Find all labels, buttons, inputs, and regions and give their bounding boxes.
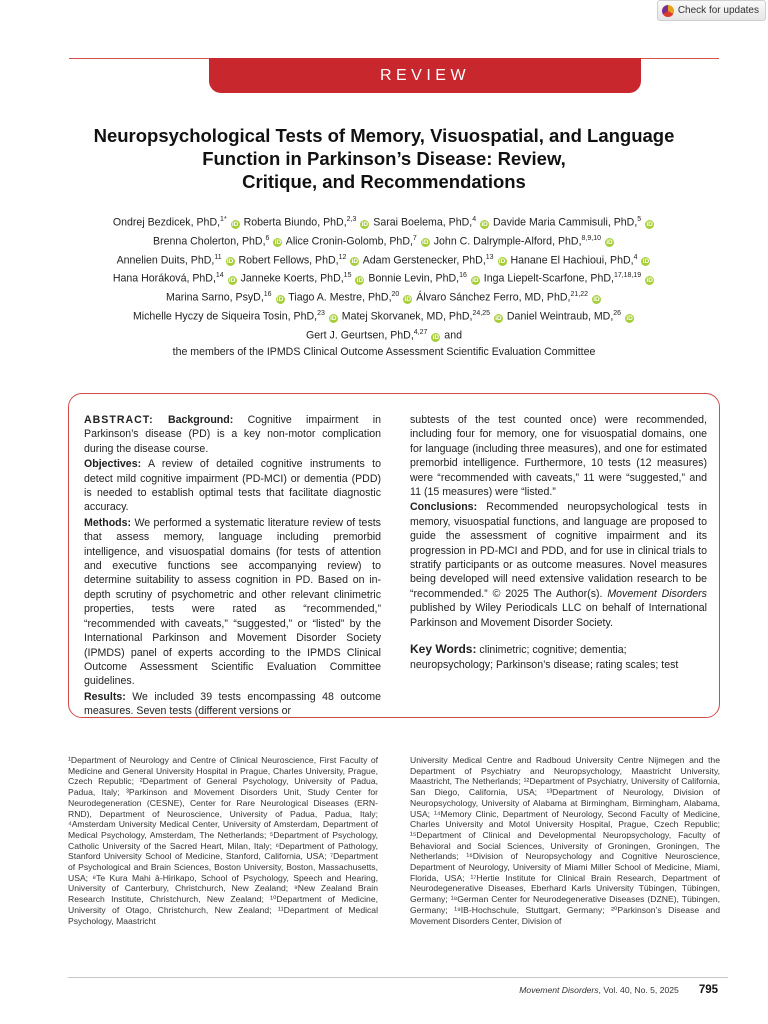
orcid-icon[interactable]: iD <box>646 277 653 285</box>
author-name: Adam Gerstenecker, PhD, <box>362 254 486 267</box>
orcid-icon[interactable]: iD <box>274 239 282 247</box>
author-name: Gert J. Geurtsen, PhD, <box>306 329 414 342</box>
author-line <box>60 325 708 344</box>
abstract-results-continued <box>410 413 707 499</box>
orcid-icon[interactable]: iD <box>404 295 412 303</box>
abstract-left-column <box>84 413 381 720</box>
affiliation-superscript: 12 <box>338 253 347 261</box>
author-name: Janneke Koerts, PhD, <box>240 273 344 286</box>
background-text: Cognitive impairment in Parkinson’s disease (PD) is a key non-motor complication during the disease course. <box>84 414 381 455</box>
author-name: Annelien Duits, PhD, <box>116 254 215 267</box>
orcid-icon[interactable]: iD <box>226 258 234 266</box>
author-line <box>60 268 708 287</box>
orcid-icon[interactable]: iD <box>356 277 364 285</box>
author-name: John C. Dalrymple-Alford, PhD, <box>433 235 582 248</box>
methods-text: We performed a systematic literature review of tests that assess memory, language including premorbid intelligence, and visuospatial domains (for tests of attention and executive functions see accompanying review) to determine suitability to assess cognition in PD. Based on in-depth scrutiny of psychometric and other relevant clinimetric properties, tests were rated as “recommended,” “recommended with caveats,” “suggested,” or “listed” by the International Parkinson and Movement Disorder Society (IPMDS) panel of experts according to the IPMDS Clinical Outcome Assessment Scientific Evaluation Committee guidelines. <box>84 516 381 688</box>
orcid-icon[interactable]: iD <box>361 220 369 228</box>
author-name: Tiago A. Mestre, PhD, <box>288 291 392 304</box>
title-line: Neuropsychological Tests of Memory, Visuospatial, and Language <box>93 125 675 146</box>
orcid-icon[interactable]: iD <box>481 220 488 228</box>
affiliation-superscript: 6 <box>265 234 270 242</box>
author-line <box>60 306 708 325</box>
footer-volume: , Vol. 40, No. 5, 2025 <box>598 985 679 995</box>
keywords-text: clinimetric; cognitive; dementia; neuropsychology; Parkinson’s disease; rating scales; test <box>410 644 679 671</box>
affiliation-superscript: 23 <box>317 310 325 318</box>
abstract-background <box>84 413 381 456</box>
author-name: Daniel Weintraub, MD, <box>506 310 614 323</box>
footer-rule <box>68 977 728 978</box>
author-line <box>60 287 708 306</box>
affiliation-superscript: 2,3 <box>346 216 357 223</box>
affiliations-left-column: ¹Department of Neurology and Centre of Clinical Neuroscience, First Faculty of Medicine and General University Hospital in Prague, Charles University, Prague, Czech Republic; ²Department of General Psychology, University of Padua, Padua, Italy; ³Parkinson and Movement Disorders Unit, Study Center for Neurodegeneration (CESNE), Center for Rare Neurological Diseases (ERN-RND), Department of Neuroscience, University of Padua, Padua, Italy; ⁴Amsterdam University Medical Center, University of Amsterdam, Department of Medical Psychology, Amsterdam, The Netherlands; ⁵Department of Psychology, Catholic University of the Sacred Heart, Milan, Italy; ⁶Department of Pathology, Stanford University School of Medicine, Stanford, California, USA; ⁷Department of Psychological and Brain Sciences, Boston University, Boston, Massachusetts, USA; ⁸Te Kura Mahi ā-Hirikapo, School of Psychology, Speech and Hearing, University of Canterbury, Christchurch, New Zealand; ⁹New Zealand Brain Research Institute, Christchurch, New Zealand; ¹⁰Department of Medicine, University of Otago, Christchurch, New Zealand; ¹¹Department of Medical Psychology, Maastricht <box>68 755 378 926</box>
background-heading: Background: <box>167 414 234 426</box>
author-name: Michelle Hyczy de Siqueira Tosin, PhD, <box>132 310 318 323</box>
keywords-heading: Key Words: <box>410 642 477 657</box>
orcid-icon[interactable]: iD <box>422 239 429 247</box>
affiliation-superscript: 1* <box>220 216 227 223</box>
author-name: Hana Horáková, PhD, <box>112 273 216 286</box>
results-text-continued: subtests of the test counted once) were recommended, including four for memory, one for visuospatial domains, one for language (including three measures), and one for estimated premorbid intelligence. Furthermore, 10 tests (12 measures) were “recommended with caveats,” 11 were “suggested,” and 11 (15 measures) were “listed.” <box>410 414 707 499</box>
orcid-icon[interactable]: iD <box>351 258 359 266</box>
author-name: Bonnie Levin, PhD, <box>368 273 460 286</box>
author-name: Álvaro Sánchez Ferro, MD, PhD, <box>416 291 571 304</box>
affiliation-superscript: 11 <box>214 253 222 261</box>
conclusions-heading: Conclusions: <box>410 501 478 514</box>
affiliation-superscript: 17,18,19 <box>613 272 642 280</box>
abstract-right-column <box>410 413 707 673</box>
orcid-icon[interactable]: iD <box>330 314 337 322</box>
conclusions-journal: Movement Disorders <box>607 587 707 600</box>
title-line: Function in Parkinson’s Disease: Review, <box>202 148 566 169</box>
affiliation-superscript: 8,9,10 <box>581 234 601 242</box>
title-line: Critique, and Recommendations <box>242 171 526 192</box>
affiliation-superscript: 15 <box>343 272 352 280</box>
check-updates-label: Check for updates <box>677 5 759 16</box>
author-name: Davide Maria Cammisuli, PhD, <box>493 216 638 229</box>
affiliations-right-column: University Medical Centre and Radboud University Centre Nijmegen and the Department of Psychiatry and Neuropsychology, Maastricht University, Maastricht, The Netherlands; ¹²Department of Psychiatry, University of California, San Diego, California, USA; ¹³Department of Neurology, Division of Neuropsychology, University of Alabama at Birmingham, Birmingham, Alabama, USA; ¹⁴Memory Clinic, Department of Neurology, Second Faculty of Medicine, Charles University and Motol University Hospital, Prague, Czech Republic; ¹⁵Department of Clinical and Developmental Neuropsychology, Faculty of Behavioral and Social Sciences, University of Groningen, Groningen, The Netherlands; ¹⁶Division of Neuropsychology and Cognitive Neuroscience, Department of Neurology, University of Miami Miller School of Medicine, Miami, Florida, USA; ¹⁷Hertie Institute for Clinical Brain Research, Department of Neurodegenerative Diseases, Eberhard Karls University Tübingen, Tübingen, Germany; ¹⁸German Center for Neurodegenerative Diseases (DZNE), Tübingen, Germany; ¹⁹IB-Hochschule, Stuttgart, Germany; ²⁰Parkinson’s Disease and Movement Disorders Center, Division of <box>410 755 720 926</box>
results-heading: Results: <box>84 690 126 703</box>
affiliation-superscript: 5 <box>637 216 642 223</box>
conclusions-tail: published by Wiley Periodicals LLC on behalf of International Parkinson and Movement Disorder Society. <box>410 602 707 629</box>
conclusions-text: Recommended neuropsychological tests in memory, visuospatial functions, and language are proposed to guide the assessment of cognitive impairment and its progression in PD-MCI and PDD, and for use in clinical trials to stratify participants or as outcome measures. Novel measures being developed will need extensive validation research to be “recommended.” © 2025 The Author(s). <box>410 501 707 600</box>
orcid-icon[interactable]: iD <box>432 333 440 341</box>
affiliation-superscript: 13 <box>485 253 494 261</box>
page-footer <box>519 984 718 996</box>
article-type-label: REVIEW <box>379 66 471 84</box>
author-name: Matej Skorvanek, MD, PhD, <box>341 310 473 323</box>
author-name: Marina Sarno, PsyD, <box>166 291 264 304</box>
affiliation-superscript: 20 <box>391 291 400 299</box>
orcid-icon[interactable]: iD <box>593 295 600 303</box>
orcid-icon[interactable]: iD <box>276 295 284 303</box>
author-line <box>60 212 708 231</box>
abstract-label: ABSTRACT: <box>84 414 154 426</box>
orcid-icon[interactable]: iD <box>495 314 502 322</box>
check-for-updates-button[interactable] <box>657 0 766 21</box>
footer-journal: Movement Disorders <box>519 985 599 995</box>
results-text: We included 39 tests encompassing 48 outcome measures. Seven tests (different versions or <box>84 690 381 718</box>
footer-citation <box>519 985 679 995</box>
author-group-line: the members of the IPMDS Clinical Outcome Assessment Scientific Evaluation Committee <box>172 345 596 358</box>
author-name: Hanane El Hachioui, PhD, <box>510 254 634 267</box>
article-title <box>80 124 688 193</box>
check-updates-icon <box>662 5 674 17</box>
author-name: and <box>444 329 462 342</box>
affiliation-superscript: 21,22 <box>570 291 589 299</box>
affiliation-superscript: 16 <box>459 272 467 280</box>
abstract-methods <box>84 516 381 689</box>
affiliation-superscript: 24,25 <box>472 310 490 318</box>
methods-heading: Methods: <box>84 516 132 529</box>
affiliation-superscript: 16 <box>263 291 272 299</box>
abstract-objectives <box>84 457 381 515</box>
author-name: Alice Cronin-Golomb, PhD, <box>285 235 413 248</box>
author-name: Sarai Boelema, PhD, <box>373 216 473 229</box>
affiliation-superscript: 26 <box>613 310 622 318</box>
orcid-icon[interactable]: iD <box>626 314 633 322</box>
abstract-conclusions <box>410 500 707 630</box>
article-type-banner <box>209 58 641 93</box>
affiliation-superscript: 14 <box>215 272 224 280</box>
affiliation-superscript: 4 <box>633 253 638 261</box>
orcid-icon[interactable]: iD <box>472 277 479 285</box>
orcid-icon[interactable]: iD <box>606 239 613 247</box>
orcid-icon[interactable]: iD <box>228 277 236 285</box>
affiliation-superscript: 7 <box>412 234 417 242</box>
author-name: Robert Fellows, PhD, <box>238 254 339 267</box>
author-name: Brenna Cholerton, PhD, <box>153 235 266 248</box>
author-name: Roberta Biundo, PhD, <box>243 216 347 229</box>
affiliation-superscript: 4,27 <box>413 328 428 336</box>
author-line <box>60 231 708 250</box>
objectives-text: A review of detailed cognitive instruments to detect mild cognitive impairment (PD-MCI) or dementia (PDD) is needed to establish optimal tests that facilitate diagnostic accuracy. <box>84 458 382 514</box>
page-number: 795 <box>698 984 718 996</box>
orcid-icon[interactable]: iD <box>498 258 506 266</box>
orcid-icon[interactable]: iD <box>646 220 653 228</box>
author-line <box>60 250 708 269</box>
keywords <box>410 642 707 672</box>
affiliation-superscript: 4 <box>472 216 477 223</box>
author-name: Inga Liepelt-Scarfone, PhD, <box>483 273 614 286</box>
abstract-results <box>84 690 381 719</box>
author-list <box>60 212 708 360</box>
orcid-icon[interactable]: iD <box>642 258 650 266</box>
orcid-icon[interactable]: iD <box>231 220 239 228</box>
objectives-heading: Objectives: <box>84 458 142 471</box>
author-name: Ondrej Bezdicek, PhD, <box>112 216 221 229</box>
